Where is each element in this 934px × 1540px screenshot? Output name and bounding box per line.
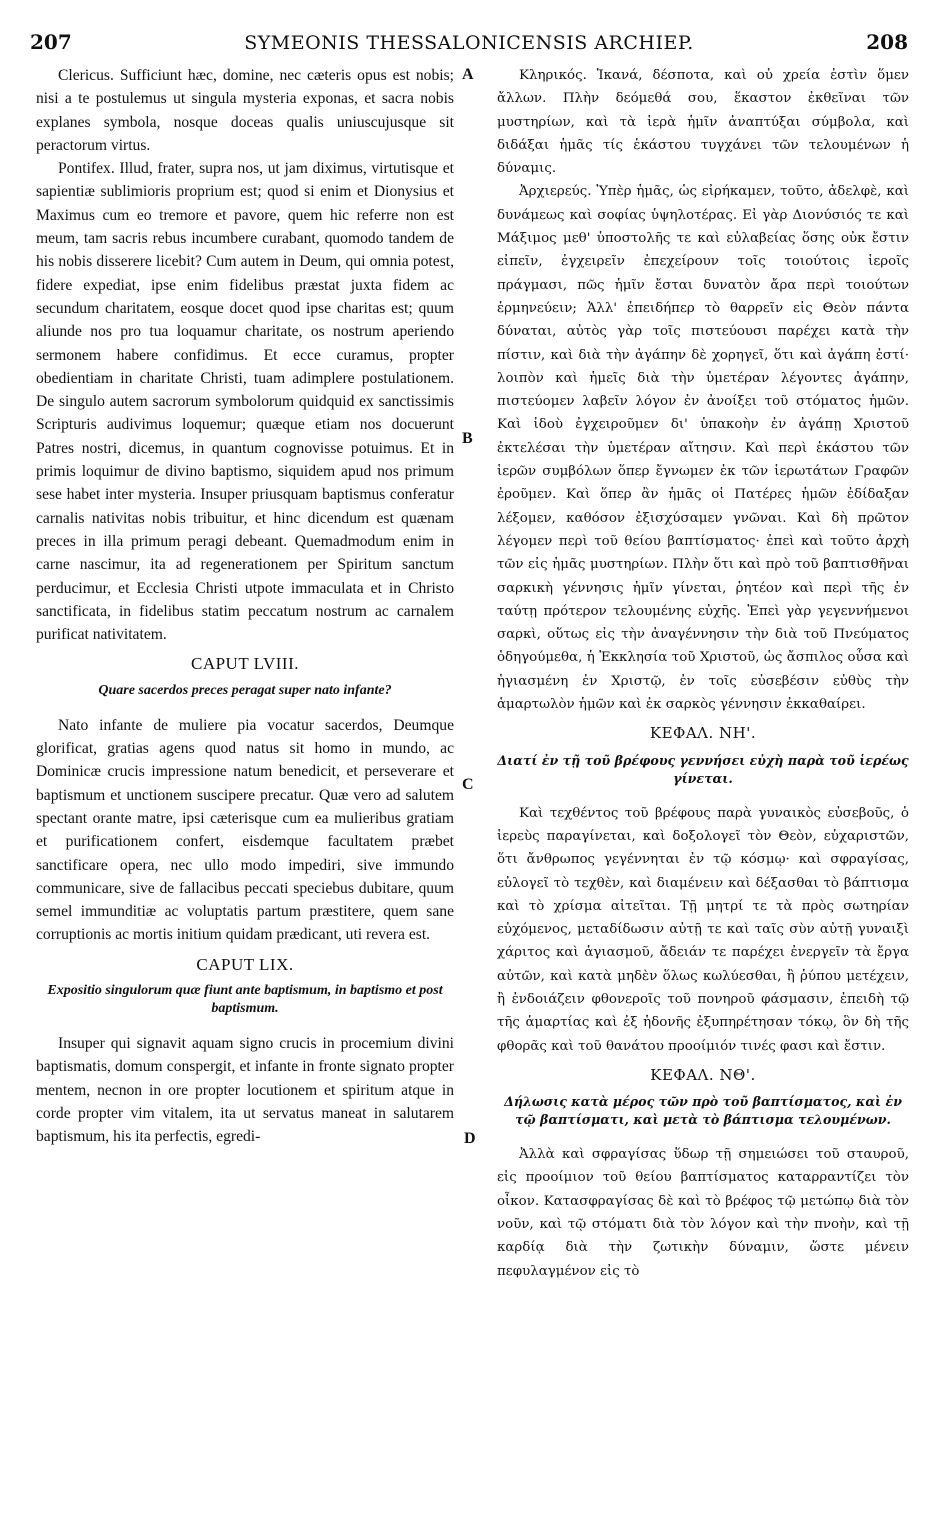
running-header xyxy=(30,30,908,60)
greek-chapter-58-text: Καὶ τεχθέντος τοῦ βρέφους παρὰ γυναικὸς εὐσεβοῦς, ὁ ἱερεὺς παραγίνεται, καὶ δοξολογεῖ τὸν Θεὸν, εὐχαριστῶν, ὅτι ἄνθρωπος γεγέννηται ἐν τῷ κόσμῳ· καὶ σφραγίσας, εὐλογεῖ τὸ τεχθὲν, καὶ διαμένειν καὶ δέξασθαι τὸ βάπτισμα καὶ τὸ χρίσμα αἰτεῖται. Τῇ μητρί τε τὰ πρὸς σωτηρίαν εὐχόμενος, μεταδίδωσιν αὐτῇ τε καὶ ταῖς σὺν αὐτῇ γυναιξὶ χάριτος καὶ ἁγιασμοῦ, ἄδειάν τε παρέχει ἐνεργεῖν τὰ ἔργα αὐτῶν, καὶ κατὰ μηδὲν ὅλως κωλύεσθαι, ἢ ῥύπου μετέχειν, ἢ ἐνδοιάζειν φθονεροῖς τοῦ πονηροῦ φάσμασιν, ἐπειδὴ τῷ τῆς ἁμαρτίας καὶ ἐξ ἡδονῆς ἐξυπηρέτησαν τόκῳ, ὃν δὴ τῆς φθορᾶς καὶ τοῦ θανάτου προοίμιόν τινές φασι καὶ ἔστιν. xyxy=(497,805,909,1054)
latin-column xyxy=(36,64,454,1148)
greek-chapter-59-text: Ἀλλὰ καὶ σφραγίσας ὕδωρ τῇ σημειώσει τοῦ σταυροῦ, εἰς προοίμιον τοῦ θείου βαπτίσματος καταρραντίζει τὸν οἶκον. Κατασφραγίσας δὲ καὶ τὸ βρέφος τῷ μετώπῳ διὰ τὸν νοῦν, καὶ τῷ στόματι διὰ τὸν λόγον καὶ τὴν πνοὴν, καὶ τῇ καρδίᾳ διὰ τὴν ζωτικὴν δύναμιν, ὥστε μένειν πεφυλαγμένον εἰς τὸ xyxy=(497,1147,909,1279)
greek-column xyxy=(497,64,909,1283)
latin-chapter-58-heading: CAPUT LVIII. xyxy=(190,654,299,674)
running-title: SYMEONIS THESSALONICENSIS ARCHIEP. xyxy=(244,32,694,54)
margin-marker-c: C xyxy=(462,776,474,793)
greek-chapter-58-subtitle: Διατί ἐν τῇ τοῦ βρέφους γεννήσει εὐχὴ παρὰ τοῦ ἱερέως γίνεται. xyxy=(497,752,909,786)
margin-marker-b: B xyxy=(462,430,473,447)
latin-clericus-paragraph: Clericus. Sufficiunt hæc, domine, nec cæteris opus est nobis; nisi a te postulemus ut singula mysteria exponas, et sacra nobis explanes symbola, nosque doceas qualis uniuscujusque sit peractorum virtus. xyxy=(36,67,454,154)
latin-chapter-59-heading: CAPUT LIX. xyxy=(196,954,294,974)
greek-klerikos-paragraph: Κληρικός. Ἱκανά, δέσποτα, καὶ οὐ χρεία ἐστὶν ὅμεν ἄλλων. Πλὴν δεόμεθά σου, ἕκαστον ἐκθεῖναι τῶν μυστηρίων, καὶ τὰ ἱερὰ ἡμῖν ἀναπτύξαι σύμβολα, καὶ διδάξαι ἡμᾶς τίς ἑκάστου τυγχάνει τῶν τελουμένων ἡ δύναμις. xyxy=(497,68,909,177)
latin-pontifex-paragraph: Pontifex. Illud, frater, supra nos, ut jam diximus, virtutisque et sapientiæ sublimioris proprium est; quod si enim et Dionysius et Maximus cum eo tremore et pavore, quem hic referre non est meum, tam sacris rebus incumbere curabant, quomodo tandem de his nobis disserere licebit? Cum autem in Deum, qui omnia potest, fidere expediat, ipse enim fidelibus præstat juxta fidem ac secundum charitatem, eosque docet quod ipse charitas est; quum aliunde nos pro tua loquamur charitate, os nostrum aperiendo sermonem habere confidimus. Et ecce curamus, propter obedientiam in charitate Christi, tuam adimplere postulationem. De singulo autem sacrorum symbolorum quidquid ex sanctissimis Scripturis audivimus loquemur; quæque etiam nos docuerunt Patres nostri, dicemus, in quantum cognovisse potuimus. Et in primis loquimur de divino baptismo, siquidem apud nos primum sese habet inter mysteria. Insuper priusquam baptismus conferatur carnalis nativitas nobis tribuitur, et hinc dicendum est quænam preces in illa primum peragi debeant. Quemadmodum enim in carne nascimur, ita ad regenerationem per Spiritum sanctum perducimur, et Ecclesia Christi utpote immaculata et in Christo sanctificata, in fidelibus statim peccatum nostrum ac carnalem purificat nativitatem. xyxy=(36,160,454,644)
greek-chapter-59-heading: ΚΕΦΑΛ. ΝΘ'. xyxy=(650,1065,756,1084)
greek-archiereus-paragraph: Ἀρχιερεύς. Ὑπὲρ ἡμᾶς, ὡς εἰρήκαμεν, τοῦτο, ἀδελφὲ, καὶ δυνάμεως καὶ σοφίας ὑψηλοτέρας. Εἰ γὰρ Διονύσιός τε καὶ Μάξιμος μεθ' ὑποστολῆς τε καὶ εὐλαβείας ὅσης οὐκ ἔστιν εἰπεῖν, ἐγχειρεῖν ἐπεχείρουν τοῖς τοιούτοις ἱεροῖς πράγμασι, πῶς ἡμῖν ἔσται δυνατὸν ἄρα περὶ τοιούτων ἑρμηνεύειν; Ἀλλ' ἐπειδήπερ τὸ θαρρεῖν εἰς Θεὸν πάντα δύναται, αὐτὸς γὰρ τοῖς πιστεύουσι παρέχει κατὰ τὴν πίστιν, καὶ διὰ τὴν ἀγάπην δὲ χορηγεῖ, ὅτι καὶ ἀγάπη ἐστί· λοιπὸν καὶ ἡμεῖς διὰ τὴν ὑμετέραν λέγοντες ἀγάπην, πιστεύομεν λαβεῖν λόγον ἐν ἀνοίξει τοῦ στόματος ἡμῶν. Καὶ ἰδοὺ ἐγχειροῦμεν δι' ὑπακοὴν ἐν ἀγάπῃ Χριστοῦ ἐκτελέσαι τὴν ὑμετέραν αἴτησιν. Καὶ περὶ ἑκάστου τῶν ἱερῶν συμβόλων ὅπερ ἔγνωμεν ἐκ τῶν ἱερωτάτων Γραφῶν ἐροῦμεν. Καὶ ὅπερ ἂν ἡμᾶς οἱ Πατέρες ἡμῶν ἐδίδαξαν λέξομεν, καθόσον ἐξισχύσαμεν γνῶναι. Καὶ δὴ πρῶτον λέγομεν περὶ τοῦ θείου βαπτίσματος· ἐπεὶ καὶ τοῦτο ἀρχὴ τῶν εἰς ἡμᾶς μυστηρίων. Πλὴν ὅτι καὶ πρὸ τοῦ βαπτισθῆναι σαρκικὴ γέννησις ἡμῖν γίνεται, ῥητέον καὶ περὶ τῆς ἐν ταύτῃ πρότερον τελουμένης εὐχῆς. Ἐπεὶ γὰρ γεγεννήμενοι σαρκὶ, οὕτως εἰς τὴν ἀναγέννησιν τὴν διὰ τοῦ Πνεύματος ὁδηγούμεθα, ἡ Ἐκκλησία τοῦ Χριστοῦ, ὡς ἄσπιλος οὖσα καὶ ἡγιασμένη ἐν Χριστῷ, ἐν τοῖς εὐσεβέσιν εὐθὺς τὴν ἁμαρτωλὸν ἡμῶν καὶ ἐκ σαρκὸς γέννησιν ἐκκαθαίρει. xyxy=(497,184,909,713)
right-page-number: 208 xyxy=(866,30,908,54)
latin-chapter-59-text: Insuper qui signavit aquam signo crucis in procemium divini baptismatis, domum conspergit, et infante in fronte signato propter mentem, necnon in ore propter locutionem et spiritum atque in corde propter vim vitalem, ita ut servatus maneat in salutarem baptismum, his ita perfectis, egredi- xyxy=(36,1034,454,1146)
latin-chapter-58-subtitle: Quare sacerdos preces peragat super nato infante? xyxy=(98,682,392,698)
margin-marker-d: D xyxy=(464,1130,476,1147)
greek-chapter-58-heading: ΚΕΦΑΛ. ΝΗ'. xyxy=(649,724,757,743)
latin-chapter-59-subtitle: Expositio singulorum quæ fiunt ante baptismum, in baptismo et post baptismum. xyxy=(47,982,443,1016)
greek-chapter-59-subtitle: Δήλωσις κατὰ μέρος τῶν πρὸ τοῦ βαπτίσματος, καὶ ἐν τῷ βαπτίσματι, καὶ μετὰ τὸ βάπτισμα τελουμένων. xyxy=(504,1094,902,1128)
margin-marker-a: A xyxy=(462,66,474,83)
left-page-number: 207 xyxy=(30,30,72,54)
latin-chapter-58-text: Nato infante de muliere pia vocatur sacerdos, Deumque glorificat, gratias agens quod natus sit homo in mundo, ac Dominicæ crucis impressione natum benedicit, et perseverare et baptismum et unctionem suscipere precatur. Quæ vero ad salutem spectant orante matre, ipsi cæterisque cum ea mulieribus gratiam et purificationem confert, eisdemque facultatem præbet sanctificare opera, nec ullo modo impediri, sive immundo communicare, sive de fallacibus peccati speciebus dubitare, quum semel immunditiæ ac voluptatis partum præstitere, quem sane corruptionis ac mortis initium quidam prædicant, uti revera est. xyxy=(36,716,454,944)
